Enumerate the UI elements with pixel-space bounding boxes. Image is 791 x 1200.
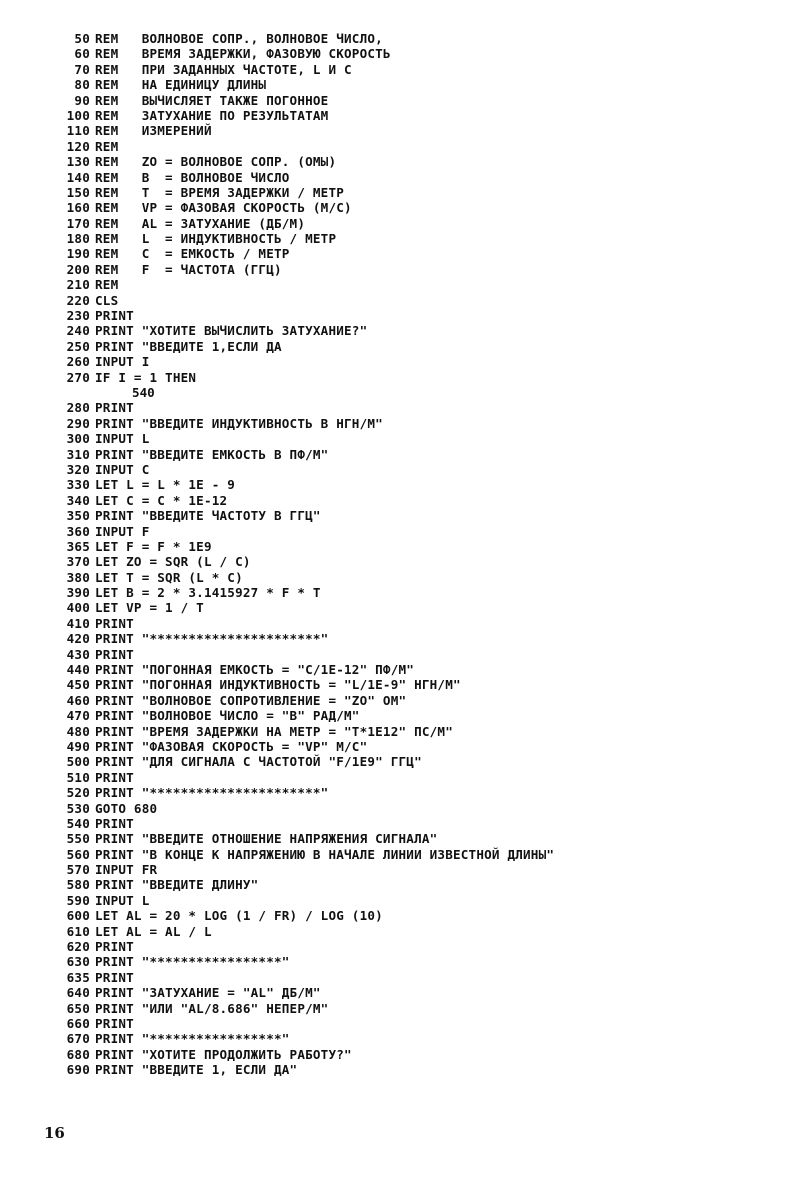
line-number: 60 bbox=[74, 46, 90, 62]
code-line bbox=[44, 647, 784, 662]
line-number: 460 bbox=[66, 692, 90, 708]
code-line bbox=[44, 554, 784, 569]
code-line bbox=[44, 924, 784, 939]
code-line bbox=[44, 770, 784, 785]
code-line bbox=[44, 739, 784, 754]
statement: REM ИЗМЕРЕНИЙ bbox=[95, 123, 212, 139]
code-line bbox=[44, 801, 784, 816]
line-number: 680 bbox=[66, 1046, 90, 1062]
line-number: 570 bbox=[66, 862, 90, 878]
statement: PRINT "**********************" bbox=[95, 631, 329, 647]
statement: REM VP = ФАЗОВАЯ СКОРОСТЬ (М/С) bbox=[95, 200, 352, 216]
statement: PRINT "ДЛЯ СИГНАЛА С ЧАСТОТОЙ "F/1E9" ГГЦ" bbox=[95, 754, 422, 770]
code-line bbox=[44, 308, 784, 323]
code-line bbox=[44, 954, 784, 969]
code-line bbox=[44, 693, 784, 708]
statement: REM L = ИНДУКТИВНОСТЬ / МЕТР bbox=[95, 231, 337, 247]
statement: PRINT "*****************" bbox=[95, 954, 290, 970]
statement: IF I = 1 THEN bbox=[95, 369, 197, 385]
code-line bbox=[44, 170, 784, 185]
code-line bbox=[44, 616, 784, 631]
line-number: 250 bbox=[66, 338, 90, 354]
statement: INPUT F bbox=[95, 523, 150, 539]
line-number: 550 bbox=[66, 831, 90, 847]
statement: REM T = ВРЕМЯ ЗАДЕРЖКИ / МЕТР bbox=[95, 184, 345, 200]
code-line bbox=[44, 662, 784, 677]
code-line bbox=[44, 262, 784, 277]
statement: INPUT L bbox=[95, 431, 150, 447]
code-line bbox=[44, 31, 784, 46]
line-number: 440 bbox=[66, 662, 90, 678]
line-number: 640 bbox=[66, 985, 90, 1001]
code-line bbox=[44, 354, 784, 369]
statement: PRINT "ЗАТУХАНИЕ = "AL" ДБ/М" bbox=[95, 985, 321, 1001]
statement: PRINT "ВВЕДИТЕ ЕМКОСТЬ В ПФ/М" bbox=[95, 446, 329, 462]
statement: PRINT "ФАЗОВАЯ СКОРОСТЬ = "VP" М/С" bbox=[95, 738, 368, 754]
line-number: 330 bbox=[66, 477, 90, 493]
statement: LET B = 2 * 3.1415927 * F * T bbox=[95, 585, 321, 601]
line-number: 140 bbox=[66, 169, 90, 185]
statement: PRINT bbox=[95, 646, 134, 662]
statement: PRINT "В КОНЦЕ К НАПРЯЖЕНИЮ В НАЧАЛЕ ЛИНИИ ИЗВЕСТНОЙ ДЛИНЫ" bbox=[95, 846, 555, 862]
line-number: 360 bbox=[66, 523, 90, 539]
statement: REM F = ЧАСТОТА (ГГЦ) bbox=[95, 261, 282, 277]
code-line bbox=[44, 216, 784, 231]
code-line bbox=[44, 246, 784, 261]
statement: PRINT bbox=[95, 815, 134, 831]
statement: PRINT bbox=[95, 1016, 134, 1031]
code-line bbox=[44, 724, 784, 739]
line-number: 100 bbox=[66, 107, 90, 123]
line-number: 350 bbox=[66, 508, 90, 524]
statement: PRINT "ВОЛНОВОЕ ЧИСЛО = "B" РАД/М" bbox=[95, 708, 360, 724]
line-number: 310 bbox=[66, 446, 90, 462]
statement: LET F = F * 1E9 bbox=[95, 538, 212, 554]
statement: GOTO 680 bbox=[95, 800, 158, 816]
code-line bbox=[44, 447, 784, 462]
line-number: 180 bbox=[66, 231, 90, 247]
statement: REM НА ЕДИНИЦУ ДЛИНЫ bbox=[95, 77, 267, 93]
statement: PRINT "ВВЕДИТЕ ДЛИНУ" bbox=[95, 877, 259, 893]
line-number: 270 bbox=[66, 369, 90, 385]
statement: REM ВОЛНОВОЕ СОПР., ВОЛНОВОЕ ЧИСЛО, bbox=[95, 31, 383, 46]
line-number: 660 bbox=[66, 1016, 90, 1031]
code-line bbox=[44, 46, 784, 61]
code-line bbox=[44, 200, 784, 215]
code-line bbox=[44, 893, 784, 908]
code-line bbox=[44, 539, 784, 554]
statement: PRINT bbox=[95, 615, 134, 631]
statement: PRINT "ВОЛНОВОЕ СОПРОТИВЛЕНИЕ = "ZO" ОМ" bbox=[95, 692, 407, 708]
code-line bbox=[44, 570, 784, 585]
line-number: 530 bbox=[66, 800, 90, 816]
line-number: 590 bbox=[66, 892, 90, 908]
program-listing bbox=[44, 31, 784, 1078]
code-line bbox=[44, 847, 784, 862]
line-number: 160 bbox=[66, 200, 90, 216]
line-number: 650 bbox=[66, 1000, 90, 1016]
statement: PRINT "ВВЕДИТЕ 1,ЕСЛИ ДА bbox=[95, 338, 282, 354]
line-number: 490 bbox=[66, 738, 90, 754]
line-number: 380 bbox=[66, 569, 90, 585]
code-line bbox=[44, 785, 784, 800]
statement: PRINT "ВВЕДИТЕ 1, ЕСЛИ ДА" bbox=[95, 1062, 298, 1078]
code-line bbox=[44, 600, 784, 615]
line-number: 340 bbox=[66, 492, 90, 508]
statement: PRINT bbox=[95, 400, 134, 416]
code-line bbox=[44, 108, 784, 123]
statement: REM ZO = ВОЛНОВОЕ СОПР. (ОМЫ) bbox=[95, 154, 337, 170]
statement: REM ЗАТУХАНИЕ ПО РЕЗУЛЬТАТАМ bbox=[95, 107, 329, 123]
code-line bbox=[44, 62, 784, 77]
statement: REM bbox=[95, 277, 119, 293]
line-number: 70 bbox=[74, 61, 90, 77]
line-number: 290 bbox=[66, 415, 90, 431]
statement: PRINT "ИЛИ "AL/8.686" НЕПЕР/М" bbox=[95, 1000, 329, 1016]
line-number: 370 bbox=[66, 554, 90, 570]
line-number: 470 bbox=[66, 708, 90, 724]
line-number: 220 bbox=[66, 292, 90, 308]
code-line bbox=[44, 524, 784, 539]
statement: LET VP = 1 / T bbox=[95, 600, 204, 616]
code-line bbox=[44, 154, 784, 169]
statement: REM ВЫЧИСЛЯЕТ ТАКЖЕ ПОГОННОЕ bbox=[95, 92, 329, 108]
line-number: 500 bbox=[66, 754, 90, 770]
code-line bbox=[44, 1047, 784, 1062]
statement: REM C = ЕМКОСТЬ / МЕТР bbox=[95, 246, 290, 262]
statement: PRINT "ПОГОННАЯ ЕМКОСТЬ = "C/1E-12" ПФ/М" bbox=[95, 662, 415, 678]
statement: LET L = L * 1E - 9 bbox=[95, 477, 236, 493]
statement: PRINT bbox=[95, 939, 134, 955]
line-number: 50 bbox=[74, 31, 90, 46]
line-number: 510 bbox=[66, 769, 90, 785]
statement: REM B = ВОЛНОВОЕ ЧИСЛО bbox=[95, 169, 290, 185]
line-number: 580 bbox=[66, 877, 90, 893]
statement: PRINT "ПОГОННАЯ ИНДУКТИВНОСТЬ = "L/1E-9" НГН/М" bbox=[95, 677, 461, 693]
code-line bbox=[44, 754, 784, 769]
line-number: 560 bbox=[66, 846, 90, 862]
code-line bbox=[44, 185, 784, 200]
statement: LET C = C * 1E-12 bbox=[95, 492, 228, 508]
code-line bbox=[44, 339, 784, 354]
statement: PRINT "ХОТИТЕ ВЫЧИСЛИТЬ ЗАТУХАНИЕ?" bbox=[95, 323, 368, 339]
code-line bbox=[44, 1031, 784, 1046]
statement: INPUT C bbox=[95, 461, 150, 477]
line-number: 110 bbox=[66, 123, 90, 139]
line-number: 240 bbox=[66, 323, 90, 339]
line-number: 620 bbox=[66, 939, 90, 955]
code-line bbox=[44, 370, 784, 385]
line-number: 365 bbox=[66, 538, 90, 554]
code-line bbox=[44, 1016, 784, 1031]
statement: LET T = SQR (L * C) bbox=[95, 569, 243, 585]
code-line bbox=[44, 970, 784, 985]
line-number: 280 bbox=[66, 400, 90, 416]
line-number: 520 bbox=[66, 785, 90, 801]
line-number: 230 bbox=[66, 308, 90, 324]
line-number: 130 bbox=[66, 154, 90, 170]
statement: REM bbox=[95, 138, 119, 154]
statement: REM ВРЕМЯ ЗАДЕРЖКИ, ФАЗОВУЮ СКОРОСТЬ bbox=[95, 46, 391, 62]
code-line bbox=[44, 462, 784, 477]
code-line bbox=[44, 323, 784, 338]
statement: PRINT "ВВЕДИТЕ ЧАСТОТУ В ГГЦ" bbox=[95, 508, 321, 524]
code-line bbox=[44, 508, 784, 523]
code-line bbox=[44, 631, 784, 646]
line-number: 540 bbox=[66, 815, 90, 831]
code-line bbox=[44, 1062, 784, 1077]
line-number: 480 bbox=[66, 723, 90, 739]
line-number: 120 bbox=[66, 138, 90, 154]
statement: PRINT "ВВЕДИТЕ ОТНОШЕНИЕ НАПРЯЖЕНИЯ СИГНАЛА" bbox=[95, 831, 438, 847]
statement: PRINT bbox=[95, 969, 134, 985]
code-line bbox=[44, 1001, 784, 1016]
code-line bbox=[44, 77, 784, 92]
code-line bbox=[44, 908, 784, 923]
line-number: 300 bbox=[66, 431, 90, 447]
line-number: 200 bbox=[66, 261, 90, 277]
statement: REM ПРИ ЗАДАННЫХ ЧАСТОТЕ, L И С bbox=[95, 61, 352, 77]
line-number: 610 bbox=[66, 923, 90, 939]
line-number: 635 bbox=[66, 969, 90, 985]
line-number: 430 bbox=[66, 646, 90, 662]
line-number: 400 bbox=[66, 600, 90, 616]
statement: PRINT "*****************" bbox=[95, 1031, 290, 1047]
statement: PRINT "ВРЕМЯ ЗАДЕРЖКИ НА МЕТР = "T*1E12" ПС/М" bbox=[95, 723, 453, 739]
line-number: 420 bbox=[66, 631, 90, 647]
code-line bbox=[44, 477, 784, 492]
code-line bbox=[44, 93, 784, 108]
line-number: 210 bbox=[66, 277, 90, 293]
code-line bbox=[44, 293, 784, 308]
line-number: 190 bbox=[66, 246, 90, 262]
line-number: 690 bbox=[66, 1062, 90, 1078]
code-line bbox=[44, 816, 784, 831]
line-number: 90 bbox=[74, 92, 90, 108]
code-line bbox=[44, 985, 784, 1000]
code-line bbox=[44, 677, 784, 692]
line-number: 170 bbox=[66, 215, 90, 231]
statement: PRINT bbox=[95, 769, 134, 785]
statement: LET ZO = SQR (L / C) bbox=[95, 554, 251, 570]
line-number: 410 bbox=[66, 615, 90, 631]
statement: LET AL = 20 * LOG (1 / FR) / LOG (10) bbox=[95, 908, 383, 924]
statement: CLS bbox=[95, 292, 119, 308]
line-number: 150 bbox=[66, 184, 90, 200]
statement: INPUT L bbox=[95, 892, 150, 908]
code-line bbox=[44, 431, 784, 446]
line-number: 390 bbox=[66, 585, 90, 601]
line-number: 320 bbox=[66, 461, 90, 477]
code-line bbox=[44, 862, 784, 877]
code-line bbox=[44, 708, 784, 723]
code-line bbox=[44, 939, 784, 954]
code-line bbox=[44, 277, 784, 292]
code-line bbox=[44, 493, 784, 508]
line-number: 670 bbox=[66, 1031, 90, 1047]
code-line bbox=[44, 231, 784, 246]
line-number: 80 bbox=[74, 77, 90, 93]
statement: INPUT FR bbox=[95, 862, 158, 878]
line-number: 450 bbox=[66, 677, 90, 693]
statement: LET AL = AL / L bbox=[95, 923, 212, 939]
statement: REM AL = ЗАТУХАНИЕ (ДБ/М) bbox=[95, 215, 306, 231]
statement: INPUT I bbox=[95, 354, 150, 370]
statement: PRINT bbox=[95, 308, 134, 324]
line-number: 260 bbox=[66, 354, 90, 370]
code-line bbox=[44, 400, 784, 415]
statement: PRINT "**********************" bbox=[95, 785, 329, 801]
code-line bbox=[44, 585, 784, 600]
statement: PRINT "ВВЕДИТЕ ИНДУКТИВНОСТЬ В НГН/М" bbox=[95, 415, 383, 431]
code-line bbox=[44, 123, 784, 138]
line-number: 630 bbox=[66, 954, 90, 970]
page-number: 16 bbox=[44, 1124, 65, 1142]
code-line-continuation: 540 bbox=[132, 384, 155, 400]
code-line bbox=[44, 831, 784, 846]
line-number: 600 bbox=[66, 908, 90, 924]
code-line bbox=[44, 416, 784, 431]
statement: PRINT "ХОТИТЕ ПРОДОЛЖИТЬ РАБОТУ?" bbox=[95, 1046, 352, 1062]
code-line bbox=[44, 139, 784, 154]
code-line bbox=[44, 877, 784, 892]
